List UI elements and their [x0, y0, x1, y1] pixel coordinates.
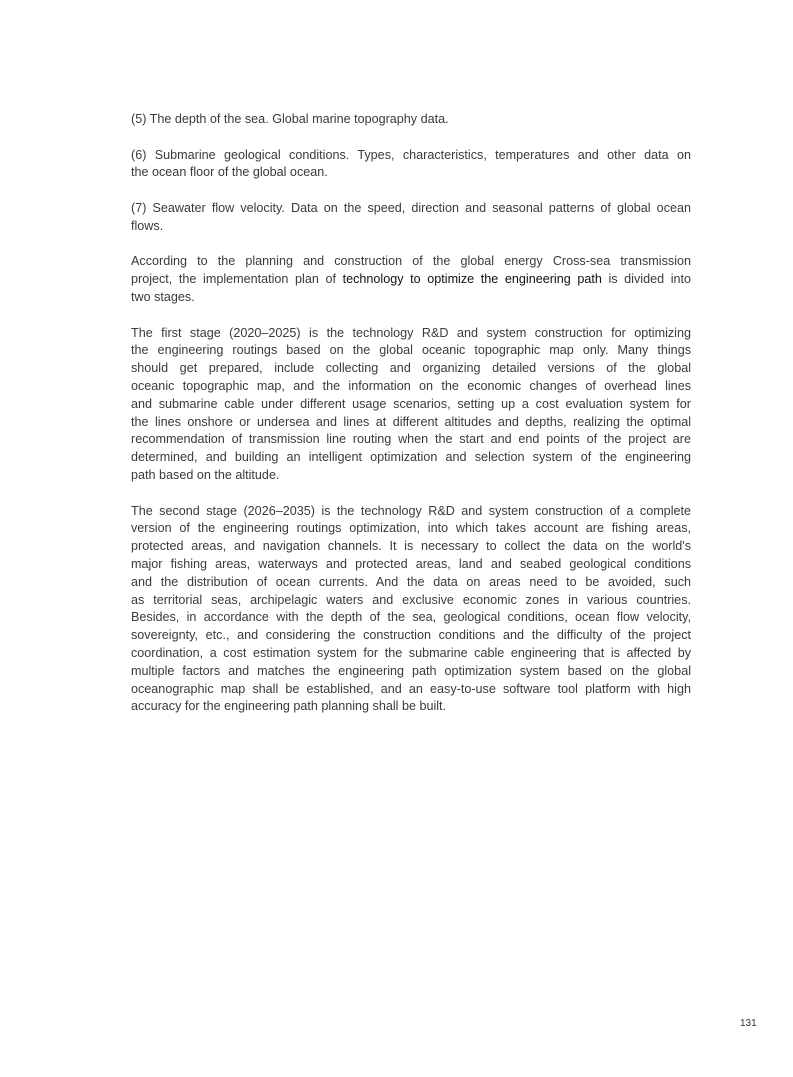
text-line: major fishing areas, waterways and protected areas, land and seabed geological conditions [131, 556, 691, 571]
paragraph [131, 111, 691, 129]
text-segment: is divided into [601, 272, 691, 287]
text-line: accuracy for the engineering path planning shall be built. [131, 699, 447, 714]
text-line: the ocean floor of the global ocean. [131, 165, 328, 180]
text-line: flows. [131, 218, 164, 233]
paragraph [131, 253, 691, 306]
page-number: 131 [740, 1018, 757, 1029]
text-line: the lines onshore or undersea and lines at different altitudes and depths, realizing the optimal [131, 414, 691, 429]
paragraph [131, 503, 691, 717]
text-line: sovereignty, etc., and considering the construction conditions and the difficulty of the project [131, 628, 691, 643]
document-body [131, 111, 691, 734]
text-line: (7) Seawater flow velocity. Data on the speed, direction and seasonal patterns of global ocean [131, 200, 691, 215]
text-line: oceanic topographic map, and the information on the economic changes of overhead lines [131, 378, 691, 393]
text-line: According to the planning and construction of the global energy Cross-sea transmission [131, 254, 691, 269]
text-line: as territorial seas, archipelagic waters and exclusive economic zones in various countries. [131, 592, 691, 607]
text-line: recommendation of transmission line routing when the start and end points of the project are [131, 432, 691, 447]
text-line: the engineering routings based on the global oceanic topographic map only. Many things [131, 343, 691, 358]
text-line: path based on the altitude. [131, 467, 280, 482]
text-line: and submarine cable under different usage scenarios, setting up a cost evaluation system for [131, 396, 691, 411]
text-line: determined, and building an intelligent optimization and selection system of the engineering [131, 450, 691, 465]
text-line [131, 271, 691, 289]
text-line: multiple factors and matches the engineering path optimization system based on the global [131, 663, 691, 678]
paragraph [131, 147, 691, 183]
text-line: oceanographic map shall be established, and an easy-to-use software tool platform with high [131, 681, 691, 696]
text-line: (6) Submarine geological conditions. Types, characteristics, temperatures and other data on [131, 147, 691, 162]
text-line: Besides, in accordance with the depth of the sea, geological conditions, ocean flow velocity, [131, 610, 691, 625]
text-line: two stages. [131, 289, 195, 304]
text-line: and the distribution of ocean currents. And the data on areas need to be avoided, such [131, 574, 691, 589]
text-segment: project, the implementation plan of [131, 272, 343, 287]
text-line: (5) The depth of the sea. Global marine topography data. [131, 112, 449, 126]
emphasized-text: technology to optimize the engineering path [342, 272, 602, 287]
text-line: should get prepared, include collecting and organizing detailed versions of the global [131, 361, 691, 376]
paragraph [131, 200, 691, 236]
text-line: coordination, a cost estimation system for the submarine cable engineering that is affected by [131, 645, 691, 660]
text-line: The second stage (2026–2035) is the technology R&D and system construction of a complete [131, 503, 691, 518]
text-line: The first stage (2020–2025) is the technology R&D and system construction for optimizing [131, 325, 691, 340]
paragraph [131, 325, 691, 485]
text-line: version of the engineering routings optimization, into which takes account are fishing areas, [131, 521, 691, 536]
text-line: protected areas, and navigation channels. It is necessary to collect the data on the world's [131, 539, 691, 554]
